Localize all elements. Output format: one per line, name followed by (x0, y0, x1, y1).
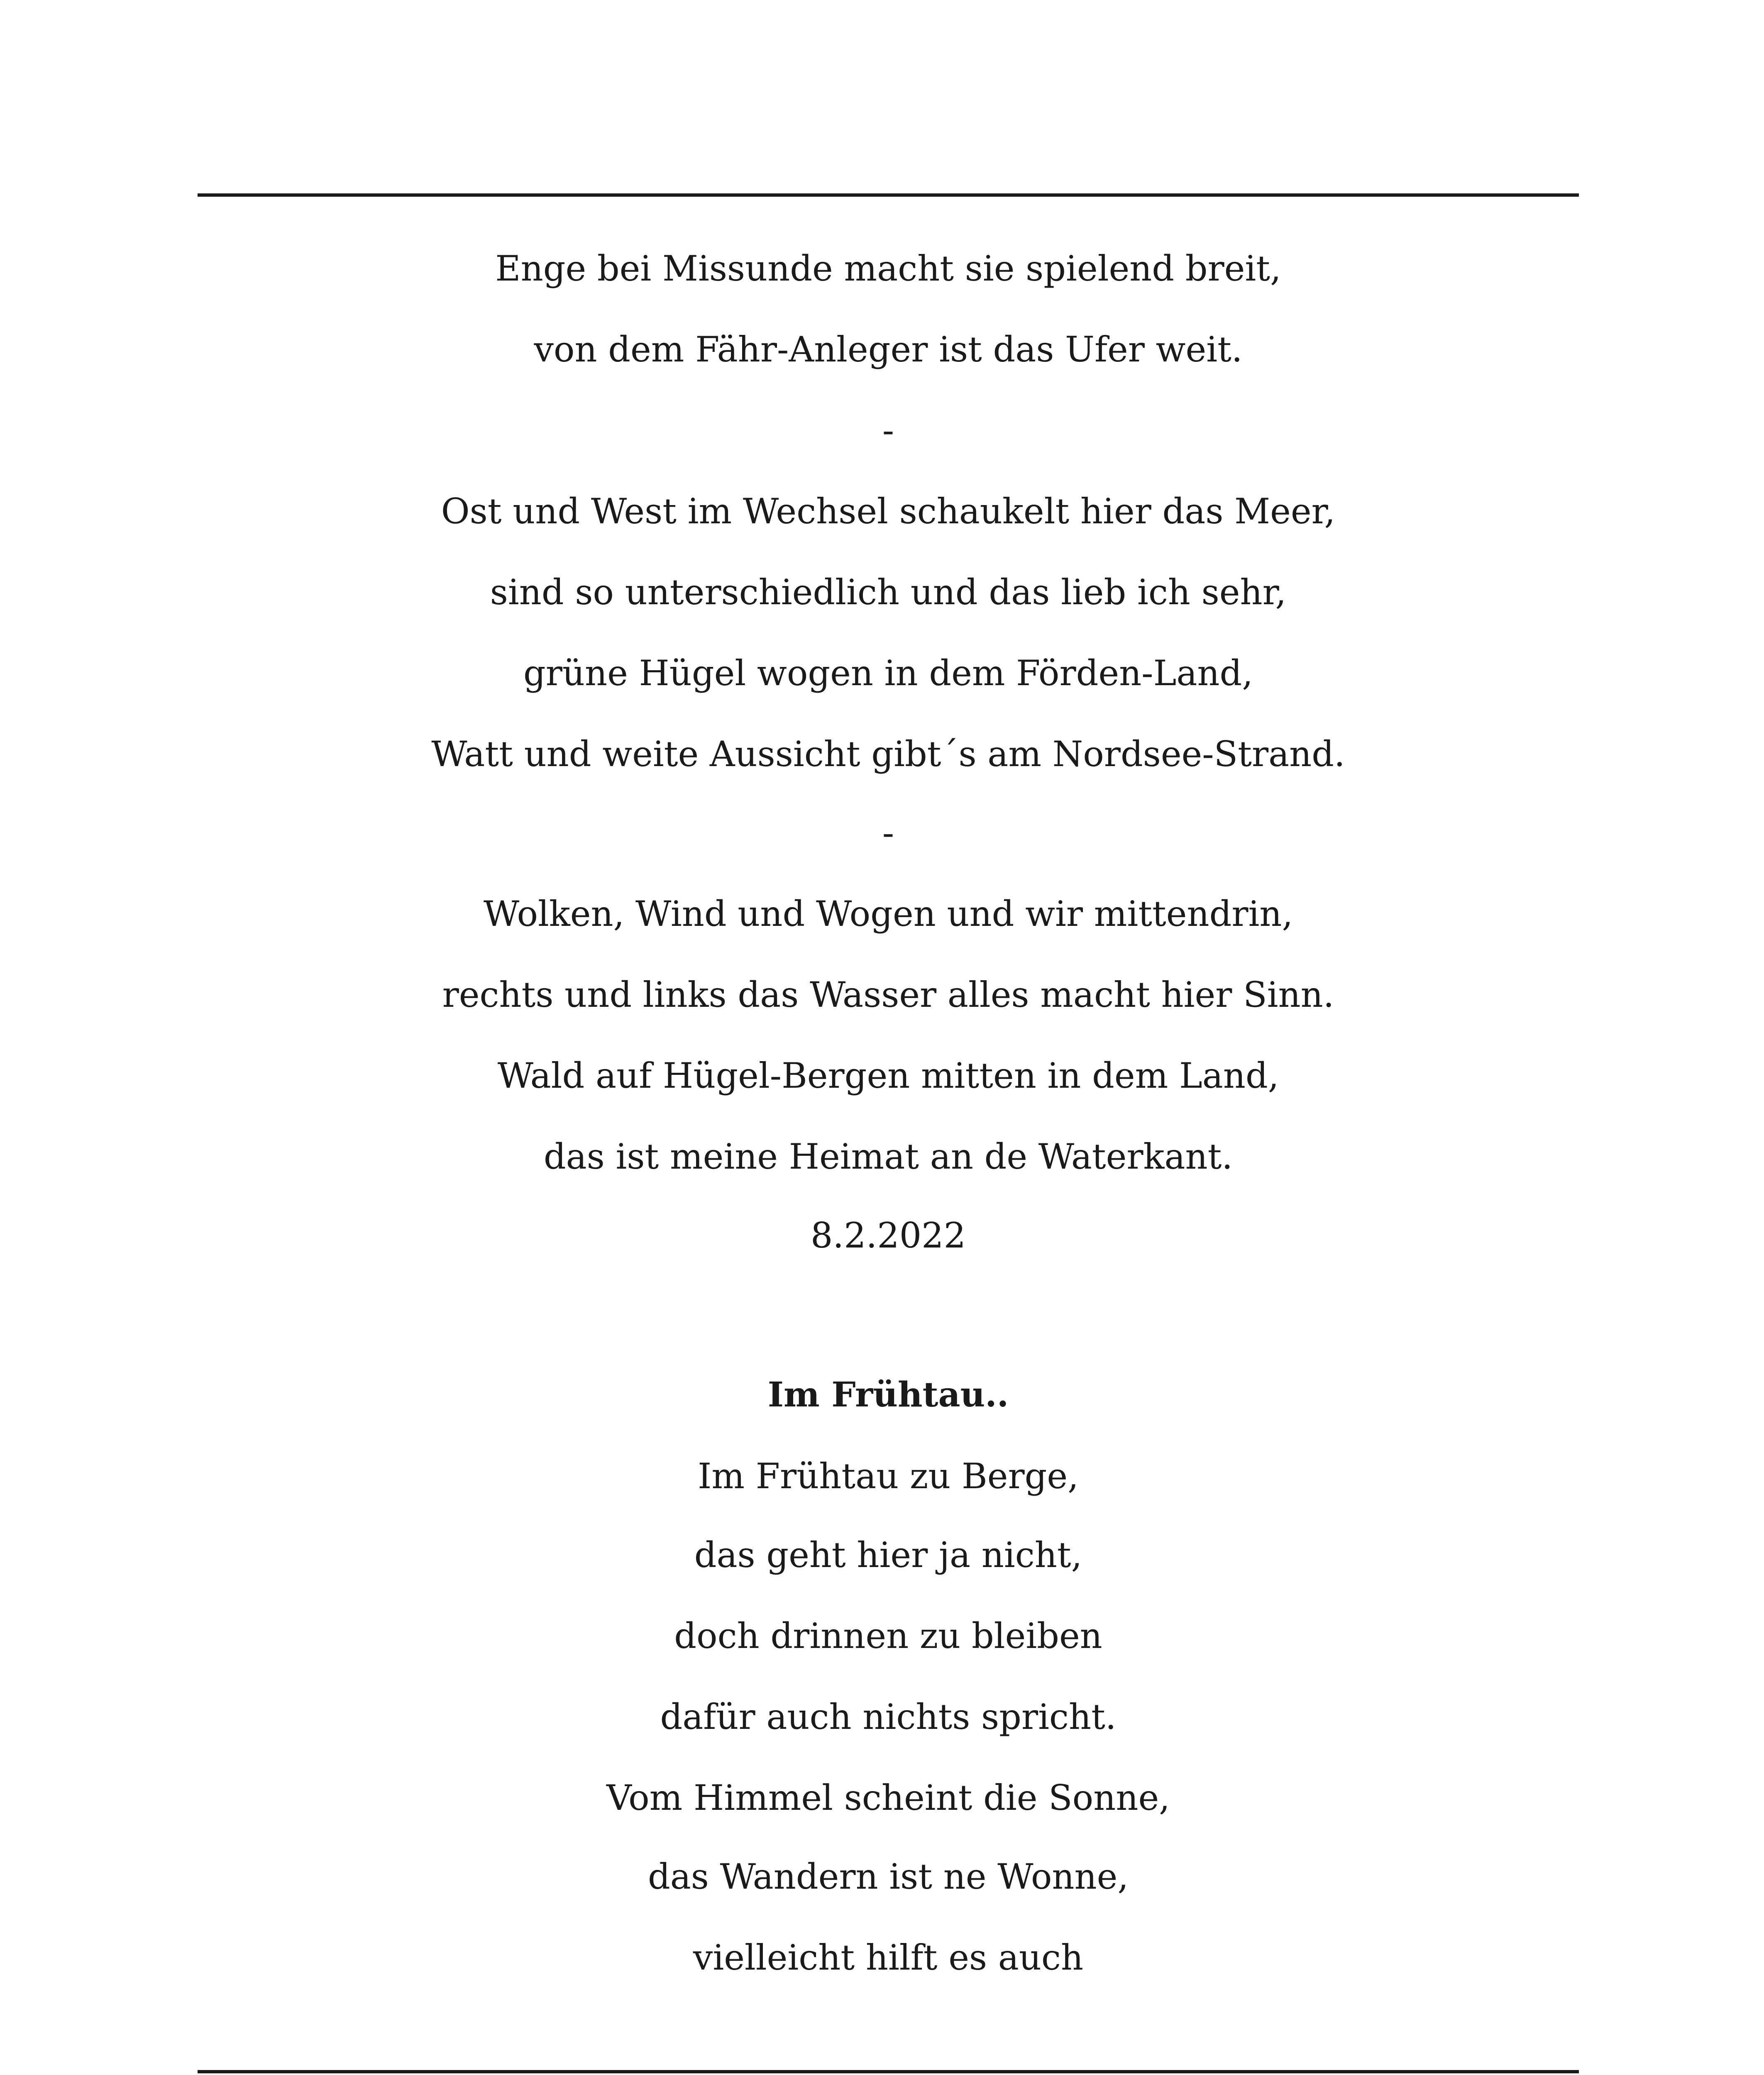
poem-line: das ist meine Heimat an de Waterkant. (543, 1136, 1233, 1177)
stanza-separator: - (882, 410, 894, 451)
poem-line: rechts und links das Wasser alles macht hier Sinn. (442, 974, 1334, 1015)
poem-line: das Wandern ist ne Wonne, (647, 1856, 1129, 1897)
poem-line: Vom Himmel scheint die Sonne, (606, 1777, 1170, 1818)
poem-line: das geht hier ja nicht, (694, 1535, 1082, 1575)
poem-line: Im Frühtau zu Berge, (698, 1456, 1079, 1496)
poem-title: Im Frühtau.. (767, 1375, 1009, 1415)
poem-text (198, 0, 1579, 2075)
poem-line: Watt und weite Aussicht gibt´s am Nordsee-Strand. (431, 734, 1345, 774)
poem-line: grüne Hügel wogen in dem Förden-Land, (523, 653, 1253, 693)
poem-line: Wald auf Hügel-Bergen mitten in dem Land, (497, 1055, 1279, 1096)
poem-line: sind so unterschiedlich und das lieb ich sehr, (490, 572, 1287, 613)
poem-line: dafür auch nichts spricht. (660, 1697, 1117, 1737)
poem-date: 8.2.2022 (810, 1215, 966, 1256)
stanza-separator: - (882, 813, 894, 853)
poem-line: Ost und West im Wechsel schaukelt hier das Meer, (441, 491, 1336, 532)
poem-line: doch drinnen zu bleiben (674, 1616, 1102, 1656)
footer-rule (198, 2070, 1579, 2073)
poem-line: Wolken, Wind und Wogen und wir mittendrin, (483, 893, 1293, 934)
poem-line: von dem Fähr-Anleger ist das Ufer weit. (534, 329, 1243, 370)
poem-line: Enge bei Missunde macht sie spielend breit, (495, 248, 1281, 289)
poem-line: vielleicht hilft es auch (693, 1937, 1084, 1978)
